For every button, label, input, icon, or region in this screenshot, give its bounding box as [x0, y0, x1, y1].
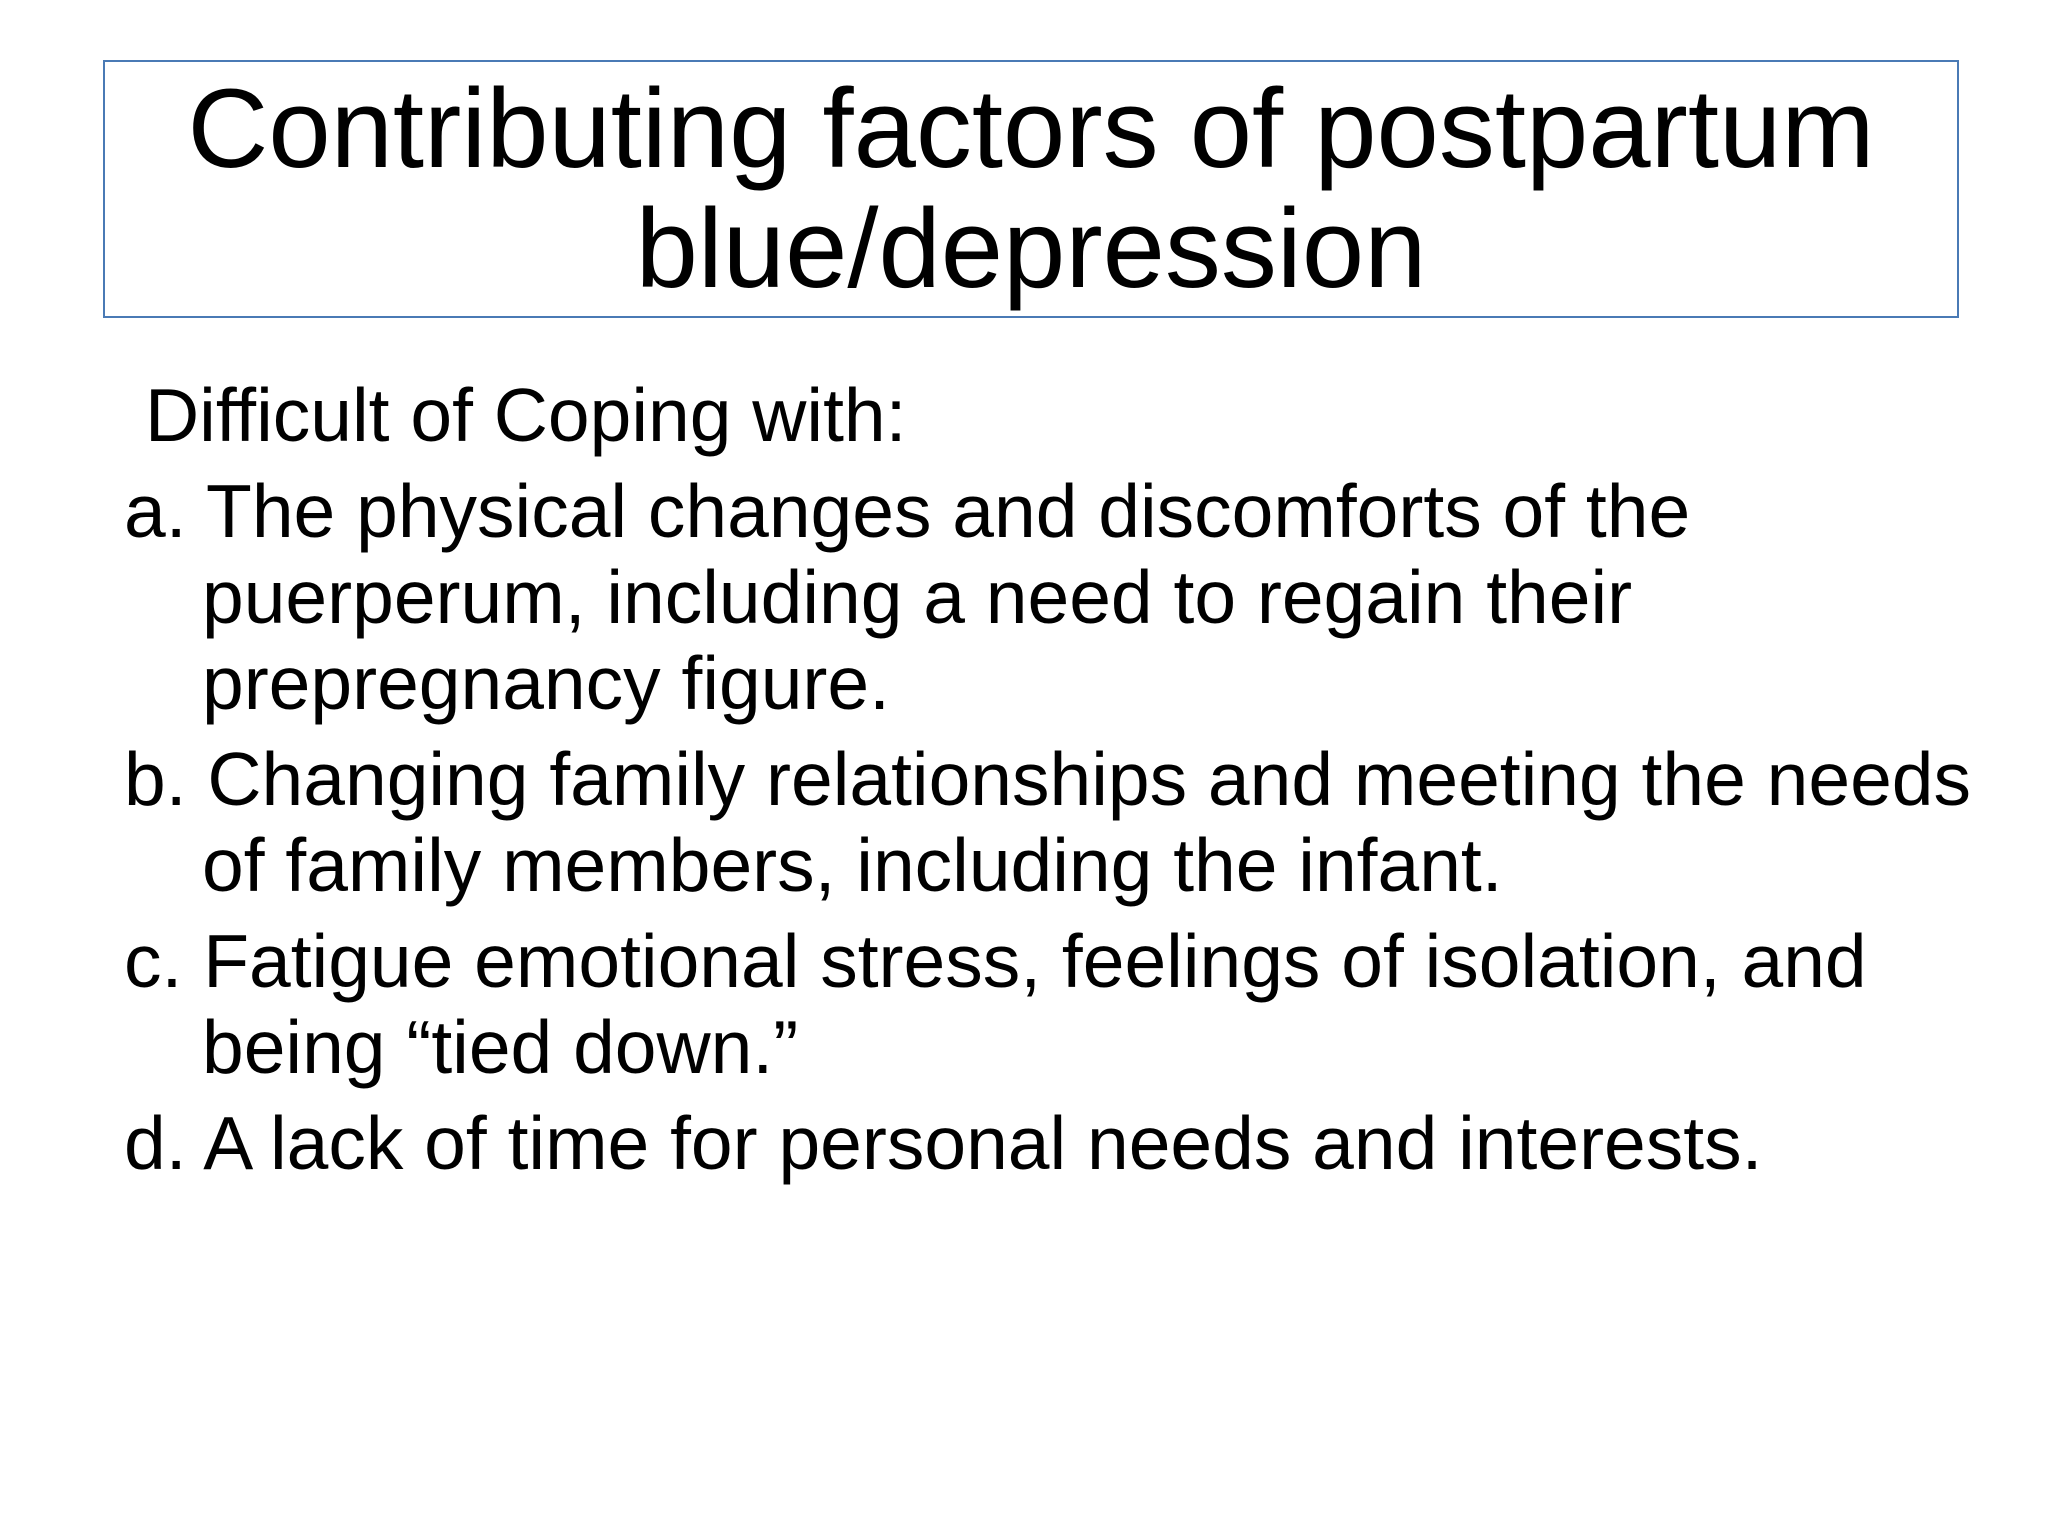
list-item: [124, 1100, 2004, 1186]
list-marker: a.: [124, 469, 207, 553]
list-marker: b.: [124, 737, 208, 821]
list-item: [124, 468, 2004, 726]
list-item: [124, 736, 2004, 908]
list-item-text: Fatigue emotional stress, feelings of isolation, and being “tied down.”: [202, 919, 1867, 1089]
list-item-text: The physical changes and discomforts of the puerperum, including a need to regain their prepregnancy figure.: [202, 469, 1691, 725]
title-box: [103, 60, 1959, 318]
list-marker: c.: [124, 919, 204, 1003]
intro-text: Difficult of Coping with:: [145, 373, 907, 457]
list-marker: d.: [124, 1101, 204, 1185]
list-item: [124, 918, 2004, 1090]
slide-title: Contributing factors of postpartum blue/depression: [187, 66, 1875, 311]
list-item-text: Changing family relationships and meeting the needs of family members, including the infant.: [202, 737, 1971, 907]
list-item-text: A lack of time for personal needs and interests.: [203, 1101, 1763, 1185]
